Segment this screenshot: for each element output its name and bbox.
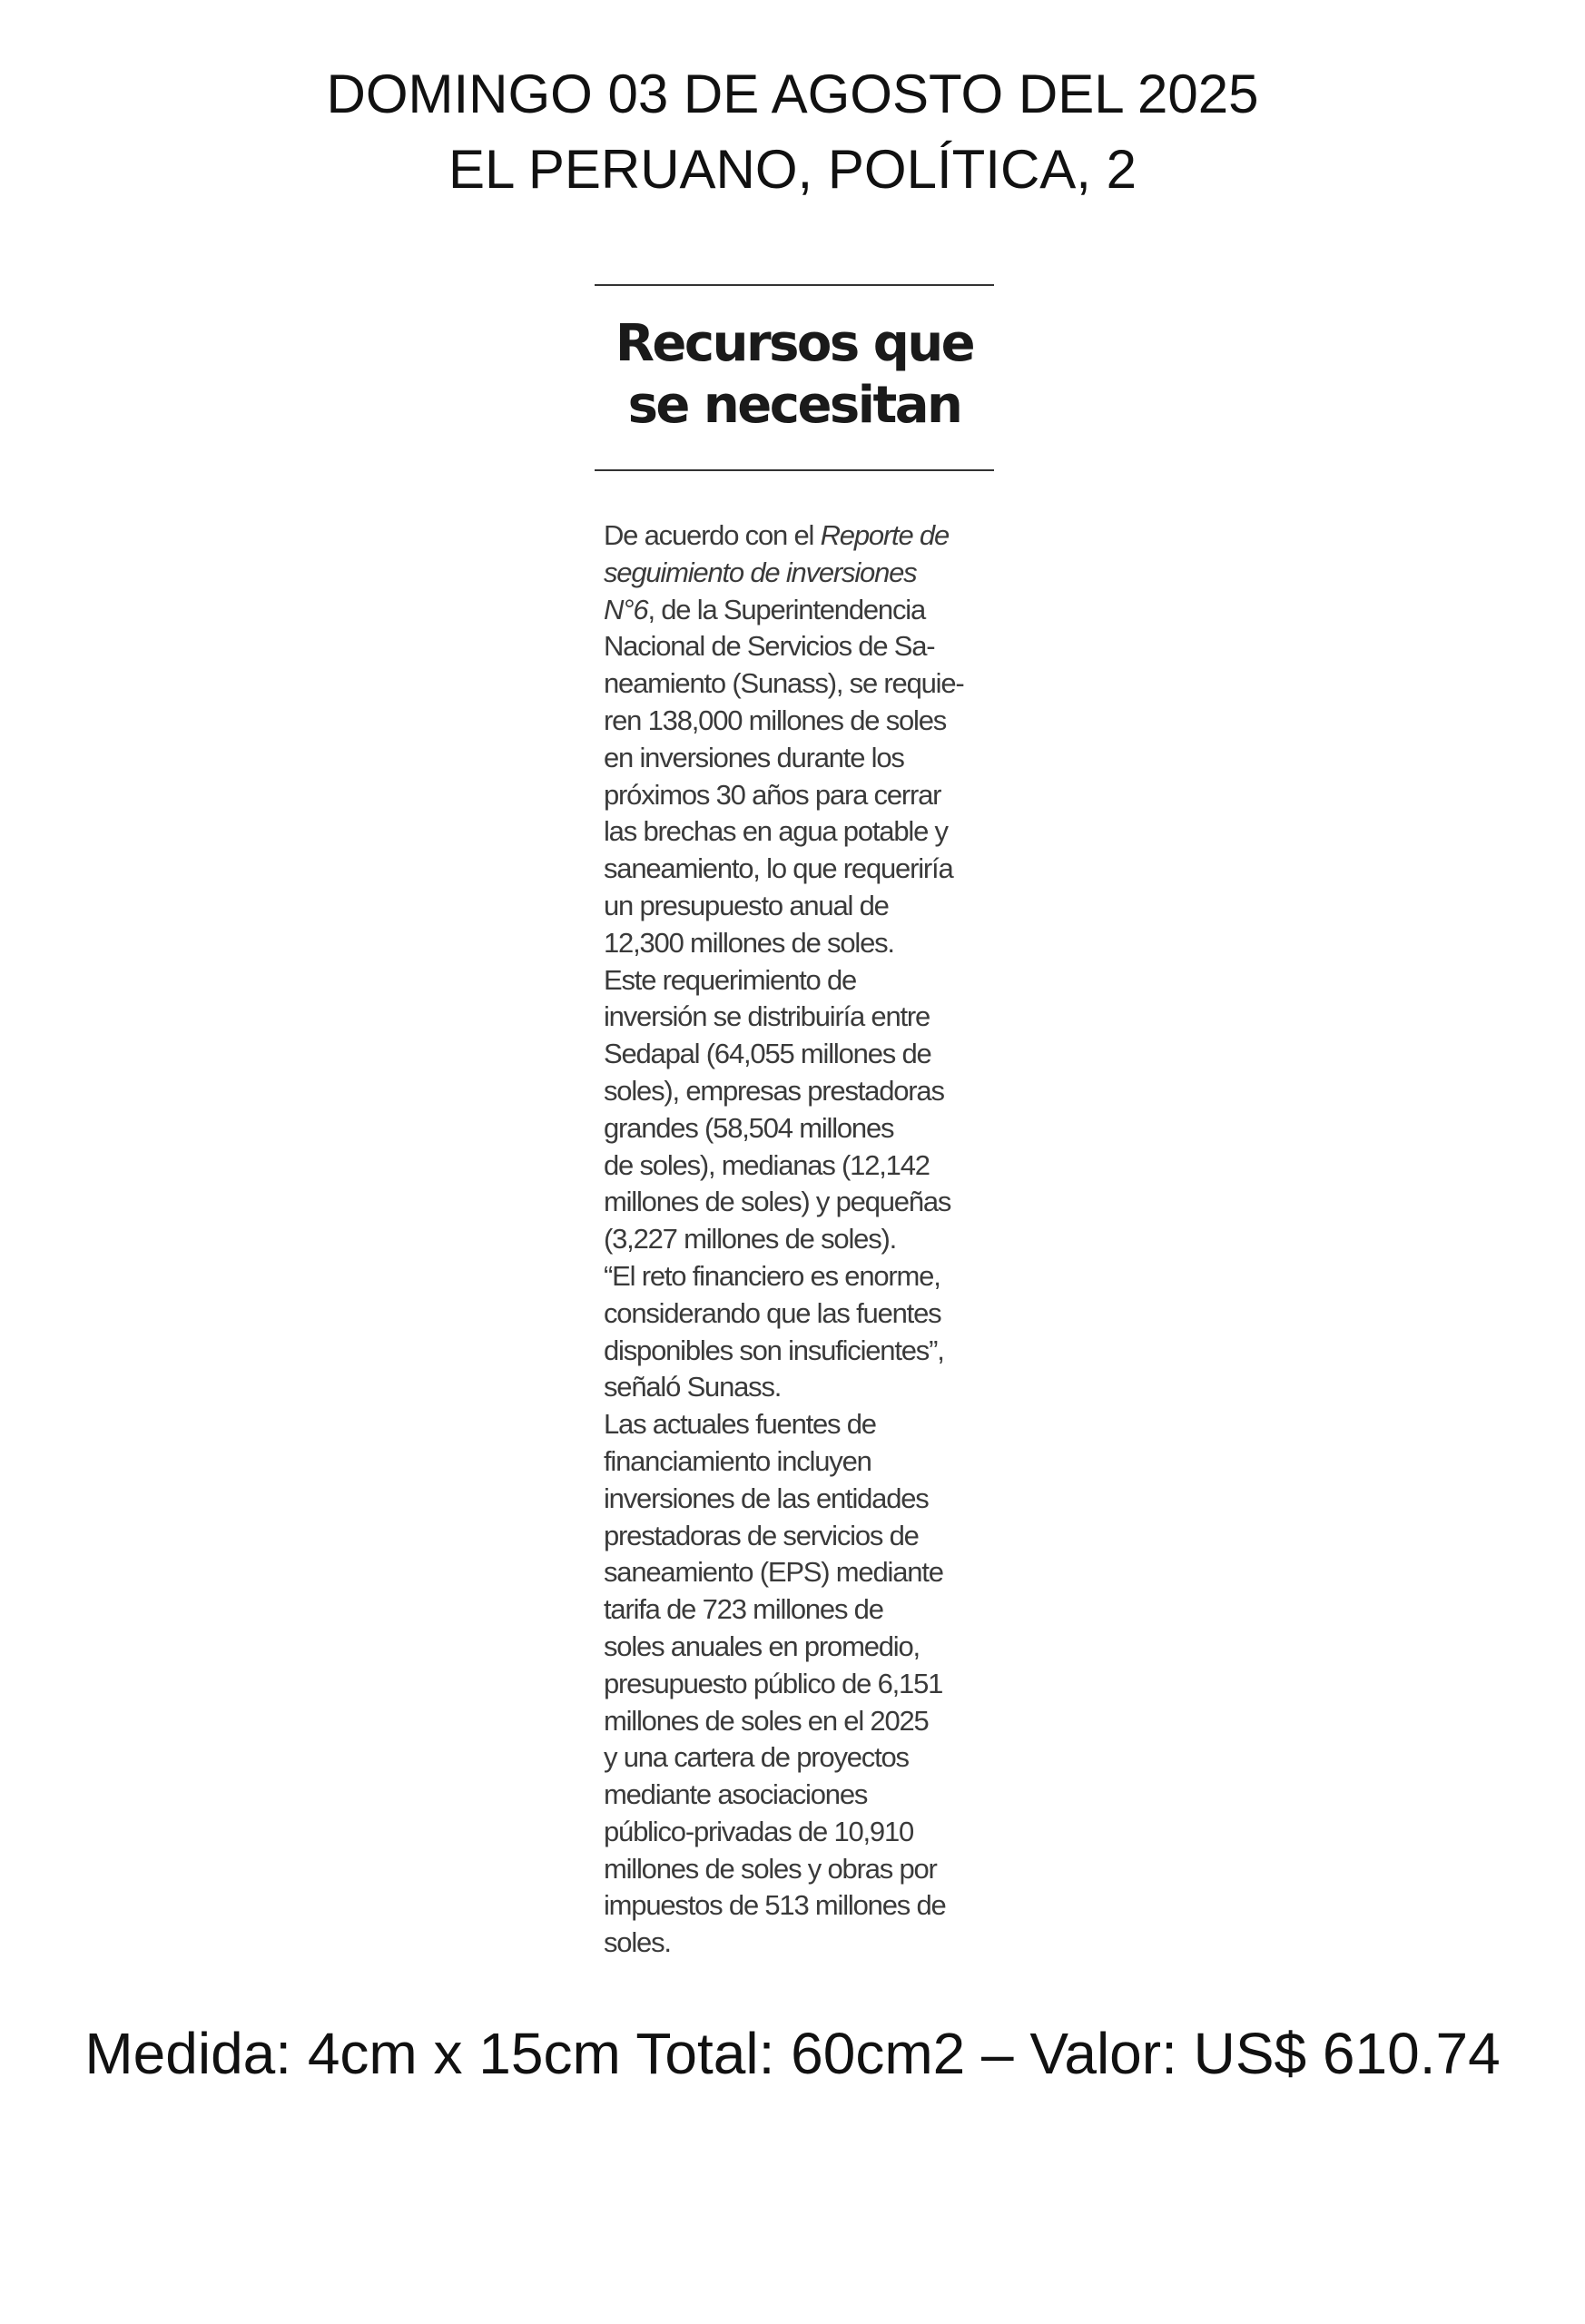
text-segment: próximos 30 años para cerrar — [604, 778, 941, 811]
text-segment: grandes (58,504 millones — [604, 1111, 894, 1144]
article-line — [604, 703, 994, 740]
text-segment: presupuesto público de 6,151 — [604, 1667, 943, 1699]
article-headline — [595, 313, 994, 437]
headline-line-1: Recursos que — [615, 314, 974, 373]
article-line — [604, 1073, 994, 1110]
text-segment: millones de soles en el 2025 — [604, 1704, 929, 1737]
article-line — [604, 1814, 994, 1851]
article-line — [604, 555, 994, 592]
text-segment: soles. — [604, 1926, 671, 1959]
text-segment: disponibles son insuficientes”, — [604, 1334, 944, 1366]
text-segment: ren 138,000 millones de soles — [604, 704, 947, 736]
footer-measure: Medida: 4cm x 15cm Total: 60cm2 – Valor: US$ 610.74 — [84, 2021, 1501, 2086]
text-segment: Sedapal (64,055 millones de — [604, 1038, 931, 1070]
page-header — [0, 56, 1585, 207]
article-line — [604, 1887, 994, 1925]
article-line — [604, 628, 994, 665]
header-publication-line: EL PERUANO, POLÍTICA, 2 — [448, 139, 1137, 200]
article-line — [604, 1703, 994, 1740]
text-segment: las brechas en agua potable y — [604, 815, 948, 848]
text-segment: inversión se distribuiría entre — [604, 1000, 930, 1033]
article-line — [604, 777, 994, 814]
text-segment: considerando que las fuentes — [604, 1296, 941, 1329]
article-line — [604, 1443, 994, 1481]
text-segment: soles anuales en promedio, — [604, 1630, 920, 1662]
text-segment: impuestos de 513 millones de — [604, 1889, 946, 1922]
article-line — [604, 1110, 994, 1147]
article-line — [604, 1147, 994, 1185]
article-line — [604, 592, 994, 629]
text-segment: público-privadas de 10,910 — [604, 1815, 914, 1847]
article-line — [604, 1518, 994, 1555]
article-line — [604, 962, 994, 1000]
article-line — [604, 1369, 994, 1406]
article-line — [604, 851, 994, 888]
article-line — [604, 1036, 994, 1073]
text-segment: en inversiones durante los — [604, 741, 904, 773]
article-line — [604, 665, 994, 703]
article-line — [604, 999, 994, 1036]
article-line — [604, 1777, 994, 1814]
bottom-rule — [595, 469, 994, 471]
news-clipping — [595, 284, 994, 471]
top-rule — [595, 284, 994, 286]
text-segment: mediante asociaciones — [604, 1778, 868, 1811]
text-segment: millones de soles) y pequeñas — [604, 1186, 951, 1218]
text-segment: , de la Superintendencia — [647, 593, 925, 625]
text-segment: 12,300 millones de soles. — [604, 926, 894, 959]
article-line — [604, 925, 994, 962]
article-line — [604, 1333, 994, 1370]
text-segment: saneamiento, lo que requeriría — [604, 852, 953, 885]
text-segment: un presupuesto anual de — [604, 889, 889, 921]
text-segment: “El reto financiero es enorme, — [604, 1259, 940, 1292]
article-line — [604, 517, 994, 555]
italic-text-segment: Reporte de — [820, 519, 950, 551]
text-segment: Las actuales fuentes de — [604, 1408, 876, 1441]
text-segment: señaló Sunass. — [604, 1371, 782, 1403]
article-line — [604, 1295, 994, 1333]
article-line — [604, 1221, 994, 1258]
article-line — [604, 1739, 994, 1777]
text-segment: de soles), medianas (12,142 — [604, 1148, 930, 1181]
text-segment: Nacional de Servicios de Sa- — [604, 630, 935, 663]
text-segment: tarifa de 723 millones de — [604, 1593, 883, 1626]
text-segment: inversiones de las entidades — [604, 1482, 929, 1514]
text-segment: millones de soles y obras por — [604, 1852, 937, 1885]
text-segment: Este requerimiento de — [604, 963, 857, 996]
text-segment: saneamiento (EPS) mediante — [604, 1556, 943, 1589]
article-line — [604, 1591, 994, 1629]
article-line — [604, 888, 994, 925]
text-segment: De acuerdo con el — [604, 519, 821, 551]
article-line — [604, 740, 994, 777]
article-line — [604, 1925, 994, 1962]
article-line — [604, 1406, 994, 1443]
text-segment: financiamiento incluyen — [604, 1444, 871, 1477]
article-line — [604, 1554, 994, 1591]
header-date-line: DOMINGO 03 DE AGOSTO DEL 2025 — [326, 64, 1259, 124]
article-line — [604, 1851, 994, 1888]
article-line — [604, 1184, 994, 1221]
headline-line-2: se necesitan — [627, 376, 961, 435]
article-line — [604, 1481, 994, 1518]
text-segment: neamiento (Sunass), se requie- — [604, 667, 964, 700]
article-line — [604, 1629, 994, 1666]
italic-text-segment: N°6 — [604, 593, 648, 625]
text-segment: prestadoras de servicios de — [604, 1519, 919, 1551]
article-line — [604, 1666, 994, 1703]
text-segment: (3,227 millones de soles). — [604, 1223, 897, 1256]
italic-text-segment: seguimiento de inversiones — [604, 556, 917, 588]
text-segment: y una cartera de proyectos — [604, 1741, 909, 1774]
article-body — [604, 517, 994, 1962]
article-line — [604, 813, 994, 851]
text-segment: soles), empresas prestadoras — [604, 1074, 944, 1107]
article-line — [604, 1258, 994, 1295]
